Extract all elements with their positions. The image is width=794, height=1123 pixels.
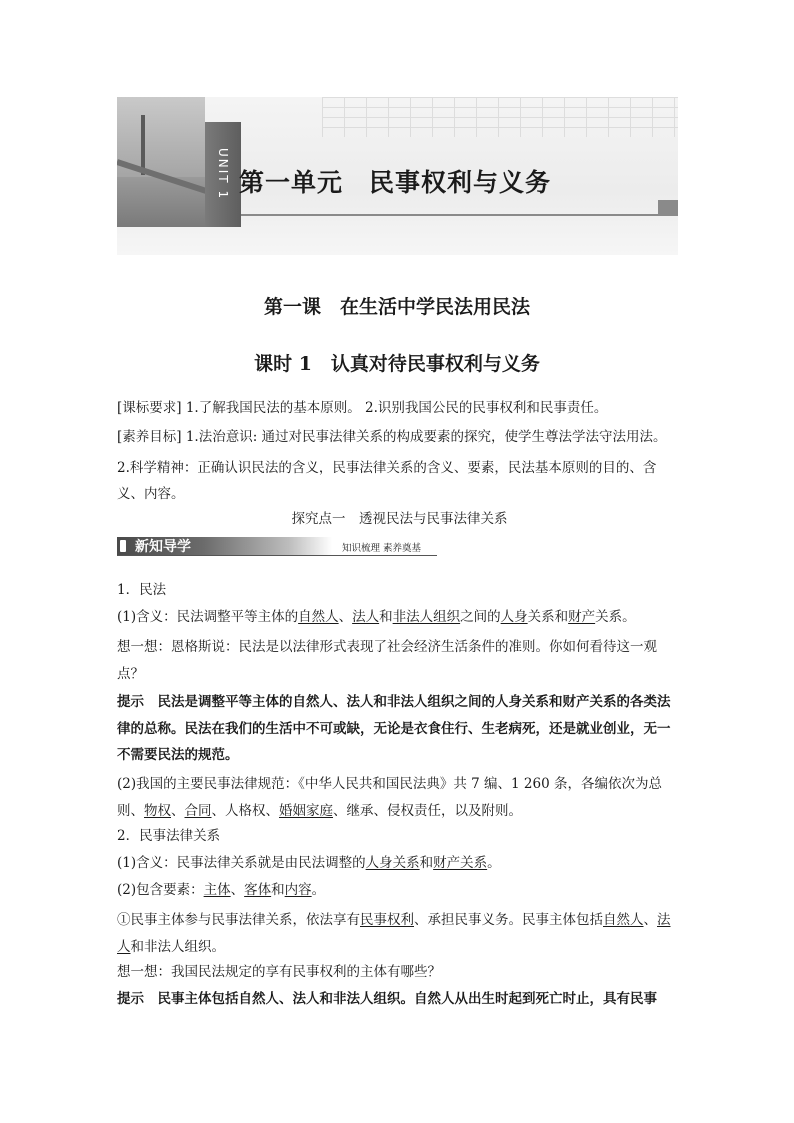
underlined-term: 自然人 [298, 609, 339, 625]
heading-civil-law: 1．民法 [117, 582, 167, 598]
underlined-term: 民事权利 [360, 912, 414, 928]
text: 。 [487, 855, 501, 871]
think-question-1: 想一想：恩格斯说：民法是以法律形式表现了社会经济生活条件的准则。你如何看待这一观点？ [117, 639, 657, 682]
hint-text: 民事主体包括自然人、法人和非法人组织。自然人从出生时起到死亡时止，具有民事 [144, 991, 657, 1007]
text: 、 [171, 803, 185, 819]
text: 和 [379, 609, 393, 625]
unit-tag: UNIT 1 [205, 122, 241, 227]
text: 和 [419, 855, 434, 871]
text: 。 [311, 882, 326, 898]
underlined-term: 法人 [352, 609, 380, 625]
text: (1)含义：民事法律关系就是由民法调整的 [117, 855, 366, 871]
hint-1 [117, 689, 682, 769]
text: 、人格权、 [211, 803, 279, 819]
underlined-term: 人身关系 [365, 855, 420, 871]
underlined-term: 婚姻家庭 [279, 803, 333, 819]
text: (1)含义：民法调整平等主体的 [117, 609, 299, 625]
lesson-title: 第一课 在生活中学民法用民法 [263, 296, 530, 318]
text: 、继承、侵权责任，以及附则。 [333, 803, 522, 819]
requirements-tag: [课标要求] [117, 400, 182, 416]
banner-rule [241, 214, 678, 216]
text: 关系和 [527, 609, 569, 625]
section-header [117, 537, 437, 555]
hint-tag: 提示 [117, 694, 144, 710]
hint-text: 民法是调整平等主体的自然人、法人和非法人组织之间的人身关系和财产关系的各类法律的总称。民法在我们的生活中不可或缺，无论是衣食住行、生老病死，还是就业创业，无一不需要民法的规范。 [117, 694, 671, 763]
text: 、承担民事义务。民事主体包括 [414, 912, 603, 928]
banner-grid-decoration [322, 97, 678, 137]
unit-title: 第一单元 民事权利与义务 [239, 168, 552, 197]
text: 、 [230, 882, 245, 898]
underlined-term: 物权 [144, 803, 171, 819]
banner-end-block [658, 200, 678, 214]
goals-line [117, 427, 682, 447]
think-question-2: 想一想：我国民法规定的享有民事权利的主体有哪些？ [117, 964, 441, 980]
underlined-term: 合同 [184, 803, 212, 819]
underlined-term: 法人 [117, 912, 671, 955]
underlined-term: 人身 [500, 609, 528, 625]
section-subtitle: 知识梳理 素养奠基 [342, 543, 422, 554]
text: (2)我国的主要民事法律规范：《中华人民共和国民法典》共 7 编、1 260 条，各编依次为总则、 [117, 776, 662, 819]
unit-banner [117, 97, 678, 255]
section-label: 新知导学 [135, 539, 191, 555]
text: 关系。 [595, 609, 636, 625]
text: 、 [643, 912, 657, 928]
bridge-photo [117, 97, 205, 227]
heading-civil-relations: 2．民事法律关系 [117, 828, 221, 844]
underlined-term: 财产 [568, 609, 596, 625]
underlined-term: 自然人 [603, 912, 644, 928]
bookmark-icon [120, 540, 126, 552]
text: 、 [338, 609, 353, 625]
underlined-term: 非法人组织 [392, 609, 461, 625]
goals-tag: [素养目标] [117, 429, 182, 445]
underlined-term: 内容 [284, 882, 312, 898]
requirements-line [117, 398, 682, 418]
goals-line-2: 2.科学精神：正确认识民法的含义，民事法律关系的含义、要素，民法基本原则的目的、含义、内容。 [117, 460, 657, 502]
underlined-term: 客体 [244, 882, 272, 898]
underlined-term: 主体 [203, 882, 231, 898]
text: 和非法人组织。 [130, 939, 225, 955]
paragraph-definition [117, 607, 682, 627]
requirements-text: 1.了解我国民法的基本原则。 2.识别我国公民的民事权利和民事责任。 [181, 400, 608, 416]
section-underline [117, 555, 437, 556]
paragraph-elements [117, 880, 682, 900]
hint-tag: 提示 [117, 991, 144, 1007]
paragraph-subjects [117, 907, 682, 961]
paragraph-code [117, 771, 682, 825]
text: 之间的 [460, 609, 501, 625]
underlined-term: 财产关系 [433, 855, 488, 871]
goals-text: 1.法治意识: 通过对民事法律关系的构成要素的探究，使学生尊法学法守法用法。 [181, 429, 667, 445]
text: 和 [271, 882, 285, 898]
period-title: 课时 1 认真对待民事权利与义务 [254, 353, 540, 375]
paragraph-relation-definition [117, 853, 682, 873]
text: ①民事主体参与民事法律关系，依法享有 [117, 912, 360, 928]
text: (2)包含要素： [117, 882, 204, 898]
hint-2 [117, 989, 682, 1009]
explore-title: 探究点一 透视民法与民事法律关系 [291, 511, 508, 527]
